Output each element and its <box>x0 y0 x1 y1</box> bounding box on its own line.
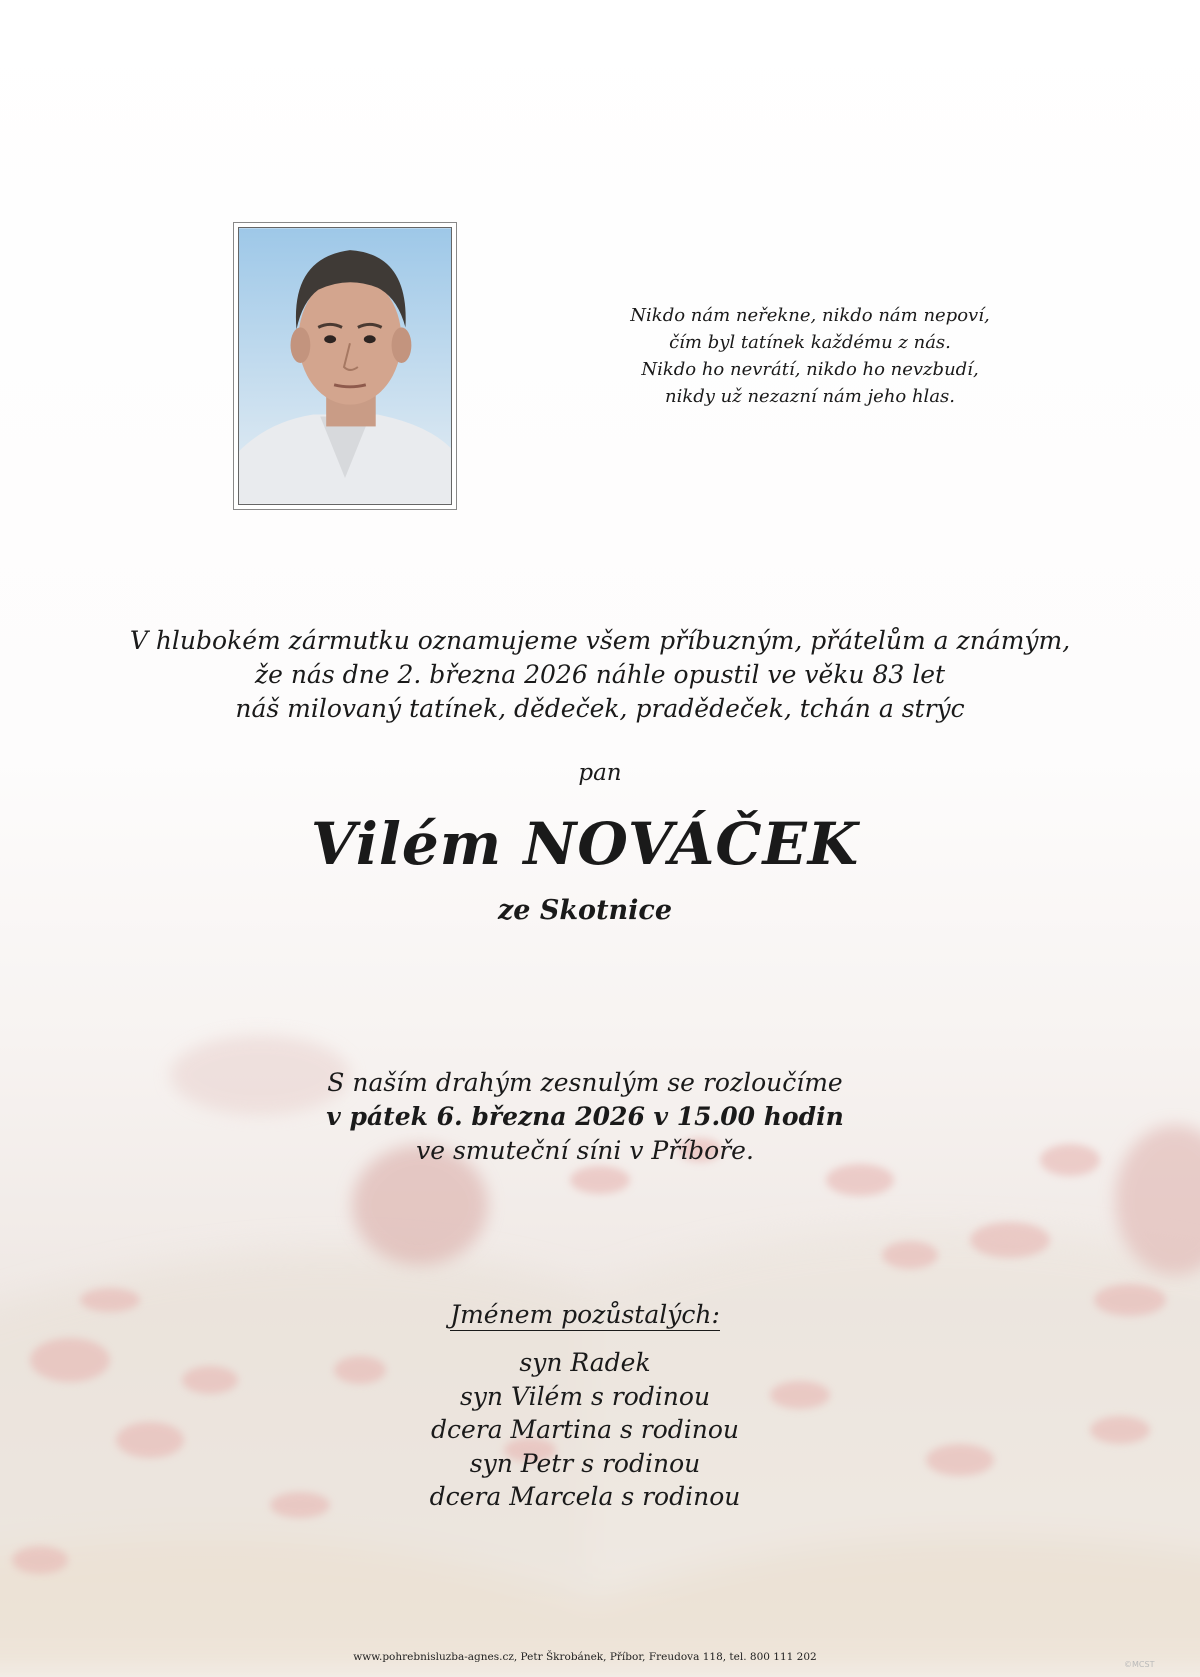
funeral-service-footer: www.pohrebnisluzba-agnes.cz, Petr Škrobánek, Příbor, Freudova 118, tel. 800 111 202 <box>353 1651 817 1663</box>
portrait-photo-frame <box>233 222 457 510</box>
announcement-line: náš milovaný tatínek, dědeček, pradědeček, tchán a strýc <box>235 694 965 723</box>
portrait-photo <box>238 227 452 505</box>
farewell-details <box>0 1066 1170 1168</box>
salutation: pan <box>578 760 622 786</box>
poem-line: Nikdo nám neřekne, nikdo nám nepoví, <box>630 305 990 326</box>
poem-line: Nikdo ho nevrátí, nikdo ho nevzbudí, <box>641 359 979 380</box>
announcement-line: V hlubokém zármutku oznamujeme všem příbuzným, přátelům a známým, <box>129 626 1071 655</box>
announcement-line: že nás dne 2. března 2026 náhle opustil ve věku 83 let <box>254 660 946 689</box>
farewell-date-time: v pátek 6. března 2026 v 15.00 hodin <box>326 1102 844 1131</box>
list-item: dcera Martina s rodinou <box>430 1415 740 1444</box>
list-item: syn Petr s rodinou <box>469 1448 701 1478</box>
mourners-list <box>0 1346 1170 1514</box>
mourners-heading-text: Jménem pozůstalých: <box>450 1300 720 1329</box>
list-item: syn Radek <box>519 1348 651 1377</box>
farewell-line: S naším drahým zesnulým se rozloučíme <box>327 1068 843 1097</box>
memorial-poem <box>590 302 1030 410</box>
poem-line: čím byl tatínek každému z nás. <box>669 332 951 353</box>
watermark: ©MCST <box>1124 1660 1155 1669</box>
deceased-origin: ze Skotnice <box>497 895 673 926</box>
poem-line: nikdy už nezazní nám jeho hlas. <box>664 386 956 407</box>
list-item: dcera Marcela s rodinou <box>429 1482 741 1511</box>
deceased-name: Vilém NOVÁČEK <box>310 810 860 878</box>
mourners-heading <box>0 1300 1170 1329</box>
list-item: syn Vilém s rodinou <box>459 1381 711 1411</box>
announcement-text <box>0 624 1200 726</box>
farewell-place: ve smuteční síni v Příboře. <box>416 1136 754 1165</box>
